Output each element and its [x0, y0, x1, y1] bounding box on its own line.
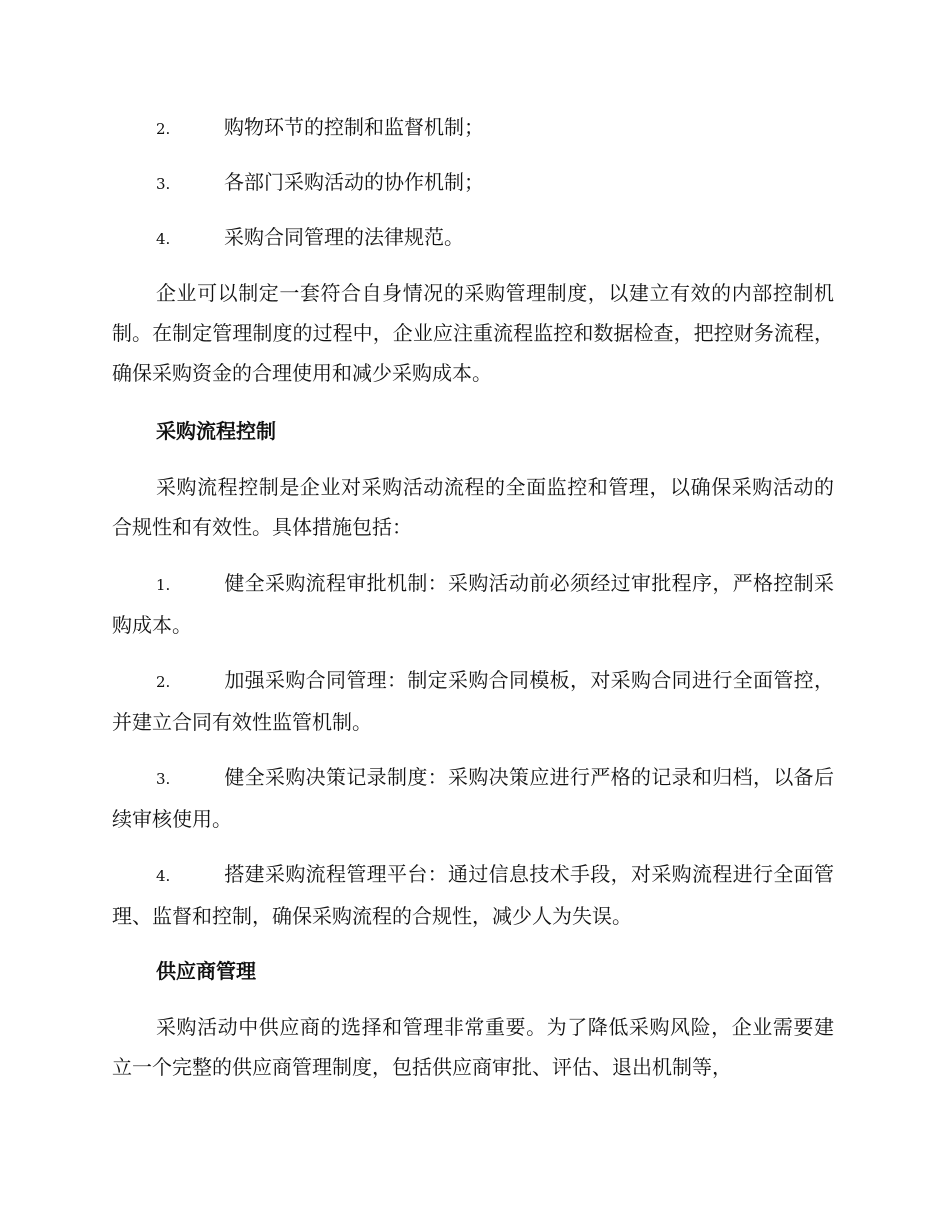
- list-number: 3.: [156, 175, 171, 193]
- list-text: 各部门采购活动的协作机制；: [224, 170, 484, 194]
- paragraph-text: 采购活动中供应商的选择和管理非常重要。为了降低采购风险，企业需要建立一个完整的供应商管理制度，包括供应商审批、评估、退出机制等，: [112, 1015, 834, 1079]
- list-text: 加强采购合同管理：制定采购合同模板，对采购合同进行全面管控，并建立合同有效性监管机制。: [112, 668, 834, 734]
- list-text: 健全采购流程审批机制：采购活动前必须经过审批程序，严格控制采购成本。: [112, 571, 834, 637]
- list-number: 4.: [156, 867, 171, 885]
- list-number: 3.: [156, 770, 171, 788]
- list-item: [112, 660, 834, 742]
- list-item: [112, 162, 834, 204]
- list-item: [112, 563, 834, 645]
- section-heading: 供应商管理: [156, 959, 256, 983]
- list-text: 购物环节的控制和监督机制；: [224, 115, 484, 139]
- list-item: [112, 757, 834, 839]
- list-item: [112, 107, 834, 149]
- list-number: 2.: [156, 120, 171, 138]
- list-text: 采购合同管理的法律规范。: [224, 225, 464, 249]
- list-number: 4.: [156, 230, 171, 248]
- paragraph: [112, 467, 834, 547]
- section-heading: 采购流程控制: [156, 419, 276, 443]
- paragraph: [112, 273, 834, 393]
- list-text: 健全采购决策记录制度：采购决策应进行严格的记录和归档，以备后续审核使用。: [112, 765, 834, 831]
- list-number: 1.: [156, 576, 171, 594]
- list-number: 2.: [156, 673, 171, 691]
- list-item: [112, 854, 834, 936]
- paragraph-text: 企业可以制定一套符合自身情况的采购管理制度，以建立有效的内部控制机制。在制定管理制度的过程中，企业应注重流程监控和数据检查，把控财务流程，确保采购资金的合理使用和减少采购成本。: [112, 281, 834, 385]
- list-text: 搭建采购流程管理平台：通过信息技术手段，对采购流程进行全面管理、监督和控制，确保采购流程的合规性，减少人为失误。: [112, 862, 834, 928]
- list-item: [112, 217, 834, 259]
- paragraph: [112, 1007, 834, 1087]
- paragraph-text: 采购流程控制是企业对采购活动流程的全面监控和管理，以确保采购活动的合规性和有效性。具体措施包括：: [112, 475, 834, 539]
